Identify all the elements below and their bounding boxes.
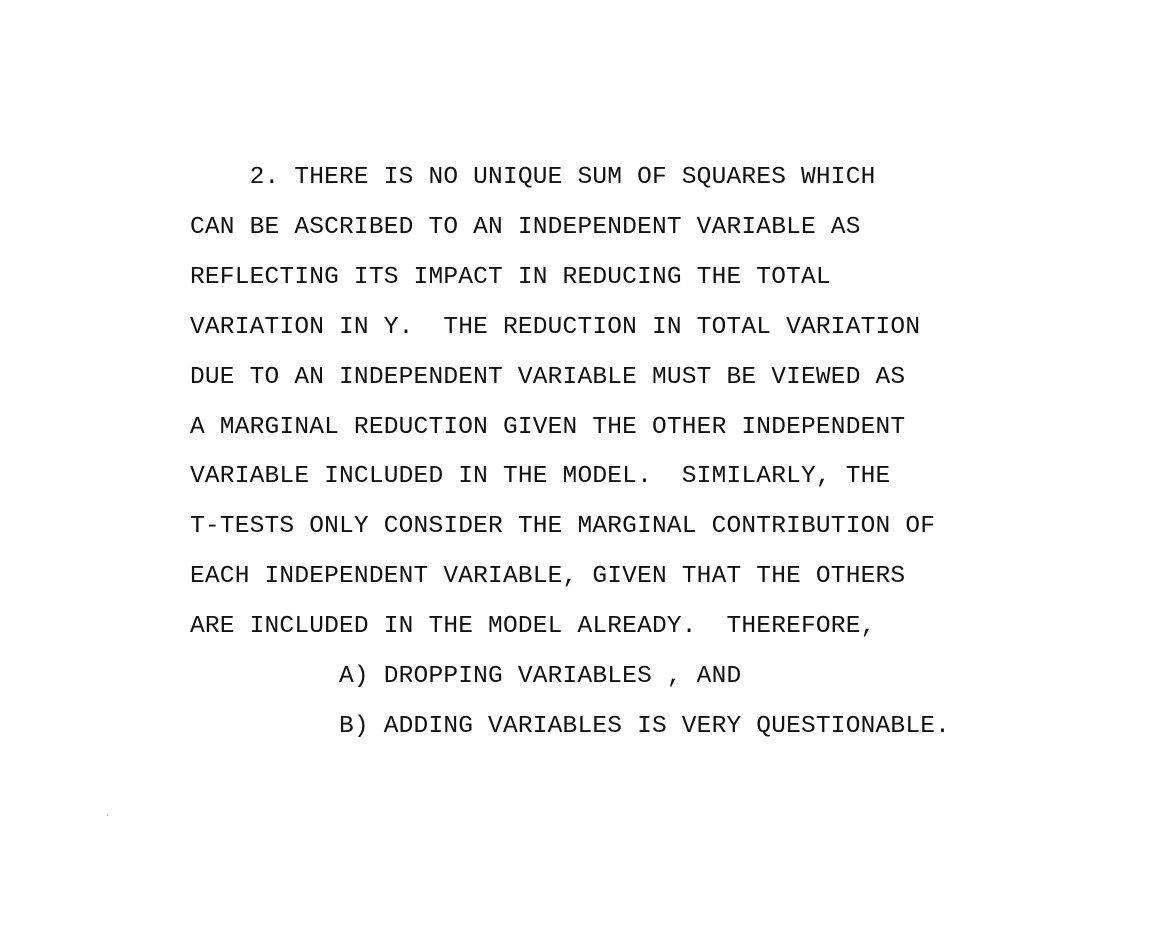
- scan-speck: [107, 815, 108, 816]
- paragraph-line: A MARGINAL REDUCTION GIVEN THE OTHER INDEPENDENT: [190, 414, 906, 441]
- paragraph-line: VARIABLE INCLUDED IN THE MODEL. SIMILARLY, THE: [190, 463, 891, 490]
- list-item-b: B) ADDING VARIABLES IS VERY QUESTIONABLE.: [190, 713, 951, 740]
- paragraph-line: EACH INDEPENDENT VARIABLE, GIVEN THAT THE OTHERS: [190, 563, 906, 590]
- paragraph-line: T-TESTS ONLY CONSIDER THE MARGINAL CONTRIBUTION OF: [190, 513, 936, 540]
- list-item-a: A) DROPPING VARIABLES , AND: [190, 663, 742, 690]
- paragraph-line: CAN BE ASCRIBED TO AN INDEPENDENT VARIABLE AS: [190, 214, 861, 241]
- paragraph-line: VARIATION IN Y. THE REDUCTION IN TOTAL VARIATION: [190, 314, 921, 341]
- paragraph-line: 2. THERE IS NO UNIQUE SUM OF SQUARES WHICH: [190, 164, 876, 191]
- paragraph-line: REFLECTING ITS IMPACT IN REDUCING THE TOTAL: [190, 264, 831, 291]
- paragraph-line: ARE INCLUDED IN THE MODEL ALREADY. THEREFORE,: [190, 613, 876, 640]
- paragraph-line: DUE TO AN INDEPENDENT VARIABLE MUST BE VIEWED AS: [190, 364, 906, 391]
